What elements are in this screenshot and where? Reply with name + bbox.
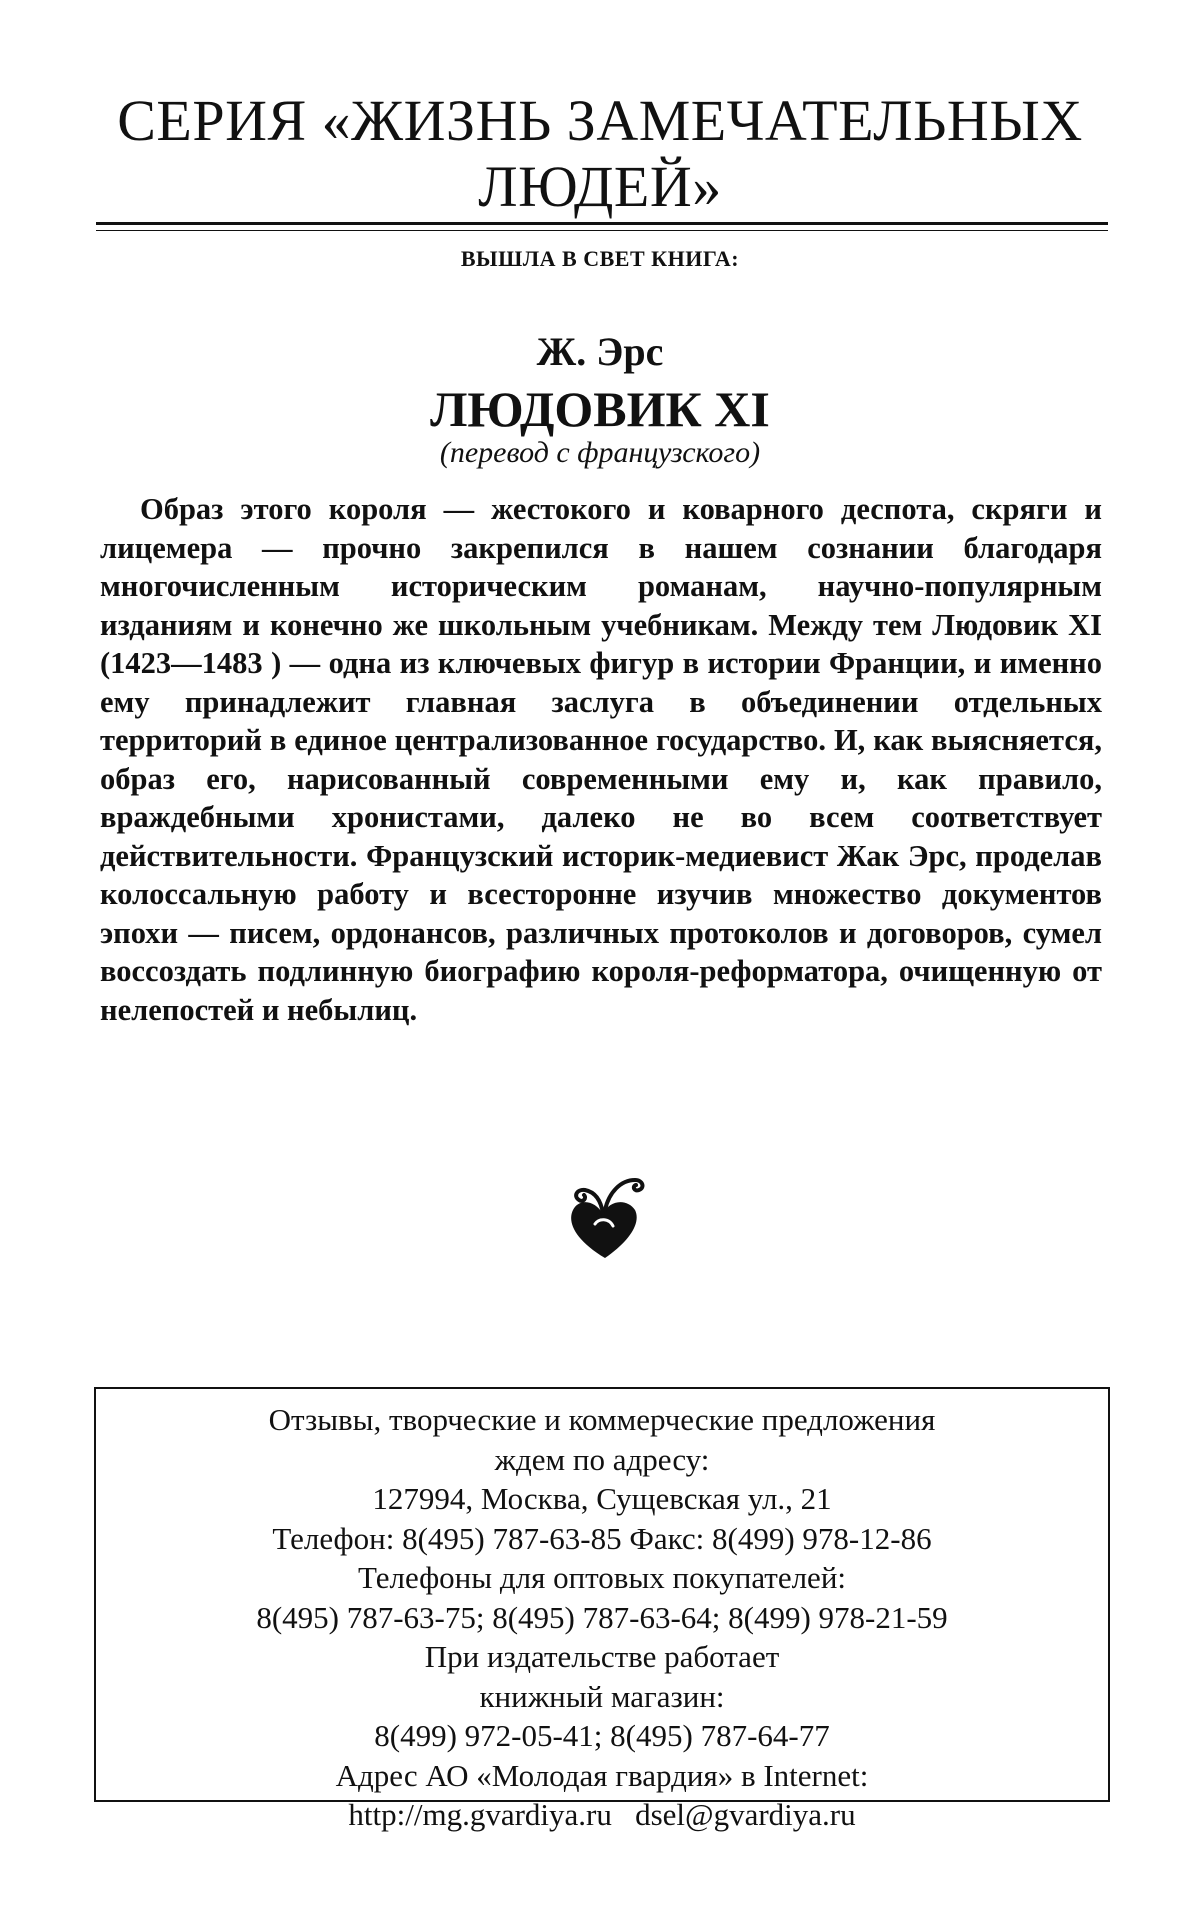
series-title-line2: ЛЮДЕЙ» — [478, 154, 722, 219]
translation-note: (перевод с французского) — [439, 436, 761, 469]
contact-line: Телефоны для оптовых покупателей: — [357, 1560, 847, 1595]
contact-line: книжный магазин: — [479, 1678, 725, 1714]
series-title-line1: СЕРИЯ «ЖИЗНЬ ЗАМЕЧАТЕЛЬНЫХ — [117, 88, 1083, 153]
contact-phone-fax: Телефон: 8(495) 787-63-85 Факс: 8(499) 978-12-86 — [272, 1520, 932, 1556]
header-divider-thick — [96, 222, 1108, 225]
contact-address: 127994, Москва, Сущевская ул., 21 — [372, 1481, 832, 1516]
contact-line: При издательстве работает — [424, 1639, 780, 1674]
header-divider-thin — [96, 230, 1108, 231]
contact-info-text — [94, 1400, 1110, 1835]
vine-heart-ornament-icon — [565, 1170, 645, 1260]
book-title: ЛЮДОВИК XI — [430, 381, 770, 437]
book-author: Ж. Эрс — [536, 329, 664, 374]
wholesale-phones: 8(495) 787-63-75; 8(495) 787-63-64; 8(499) 978-21-59 — [256, 1599, 948, 1635]
announcement-heading: ВЫШЛА В СВЕТ КНИГА: — [460, 246, 740, 271]
contact-line: Адрес АО «Молодая гвардия» в Internet: — [335, 1757, 869, 1793]
bookstore-phones: 8(499) 972-05-41; 8(495) 787-64-77 — [374, 1718, 830, 1753]
contact-line: Отзывы, творческие и коммерческие предложения — [268, 1402, 936, 1437]
series-title — [80, 88, 1120, 220]
web-email-links: http://mg.gvardiya.ru dsel@gvardiya.ru — [348, 1797, 856, 1832]
contact-line: ждем по адресу: — [494, 1441, 710, 1477]
book-description: Образ этого короля — жестокого и коварного деспота, скряги и лицемера — прочно закрепился в нашем сознании благодаря многочисленным историческим романам, научно-популярным изданиям и конечно же школьным учебникам. Между тем Людовик XI (1423—1483 ) — одна из ключевых фигур в истории Франции, и именно ему принадлежит главная заслуга в объединении отдельных территорий в единое централизованное государство. И, как выясняется, образ его, нарисованный современными ему и, как правило, враждебными хронистами, далеко не во всем соответствует действительности. Французский историк-медиевист Жак Эрс, проделав колоссальную работу и всесторонне изучив множество документов эпохи — писем, ордонансов, различных протоколов и договоров, сумел воссоздать подлинную биографию короля-реформатора, очищенную от нелепостей и небылиц. — [100, 492, 1102, 1027]
